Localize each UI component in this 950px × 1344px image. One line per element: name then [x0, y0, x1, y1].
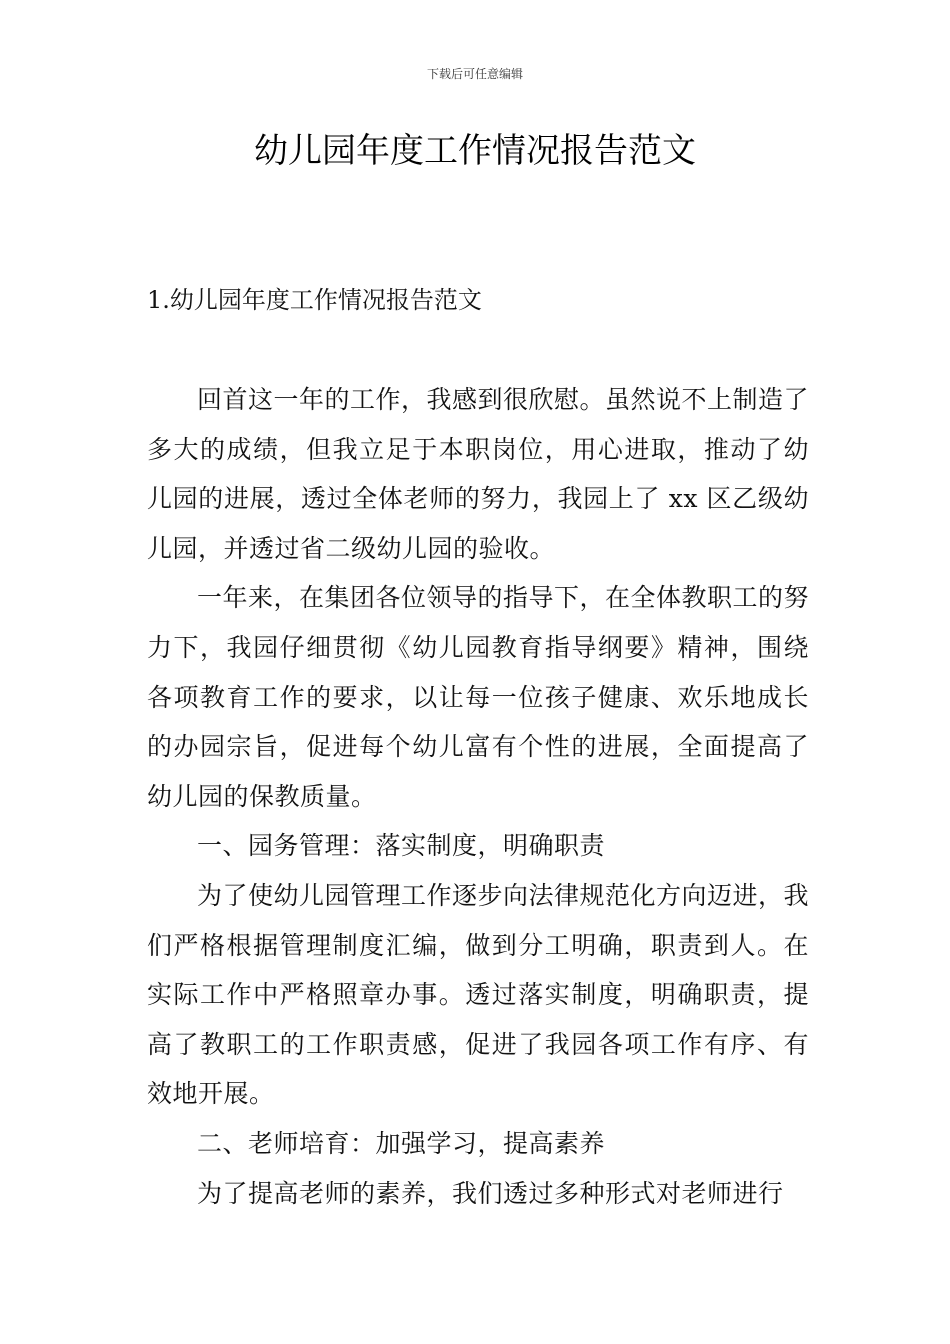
document-title: 幼儿园年度工作情况报告范文: [254, 131, 696, 171]
paragraph-management: 为了使幼儿园管理工作逐步向法律规范化方向迈进，我们严格根据管理制度汇编，做到分工明确，职责到人。在实际工作中严格照章办事。透过落实制度，明确职责，提高了教职工的工作职责感，促进了我园各项工作有序、有效地开展。: [147, 880, 810, 1109]
paragraph-year-summary: 一年来，在集团各位领导的指导下，在全体教职工的努力下，我园仔细贯彻《幼儿园教育指导纲要》精神，围绕各项教育工作的要求，以让每一位孩子健康、欢乐地成长的办园宗旨，促进每个幼儿富有个性的进展，全面提高了幼儿园的保教质量。: [147, 583, 810, 811]
subheading-teacher-training: 二、老师培育：加强学习，提高素养: [197, 1128, 606, 1158]
body-text: [147, 375, 809, 1218]
paragraph-intro: 回首这一年的工作，我感到很欣慰。虽然说不上制造了多大的成绩，但我立足于本职岗位，用心进取，推动了幼儿园的进展，透过全体老师的努力，我园上了 xx 区乙级幼儿园，并透过省二级幼儿园的验收。: [147, 385, 810, 563]
subheading-management: 一、园务管理：落实制度，明确职责: [197, 831, 606, 861]
paragraph-teacher-training: 为了提高老师的素养，我们透过多种形式对老师进行: [197, 1178, 784, 1208]
header-note: 下载后可任意编辑: [426, 67, 523, 81]
section-title: 1.幼儿园年度工作情况报告范文: [147, 286, 482, 314]
